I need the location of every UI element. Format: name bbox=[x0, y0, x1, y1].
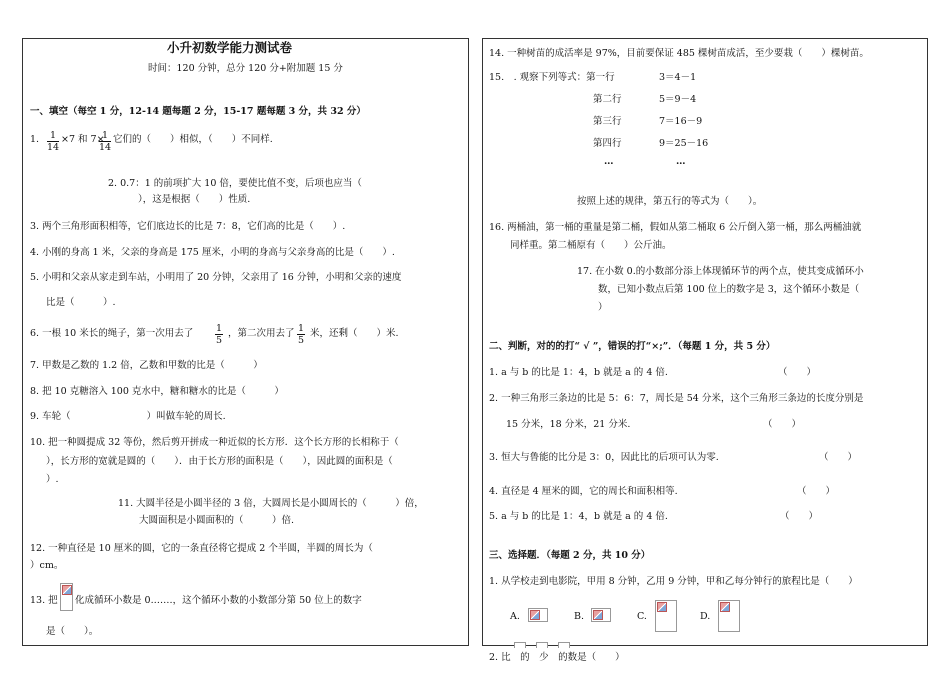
q2-line-1: 2. 0.7：1 的前项扩大 10 倍，要使比值不变，后项也应当（ bbox=[108, 178, 362, 189]
broken-image-icon bbox=[530, 610, 540, 620]
judge-4-text: 4. 直径是 4 厘米的圆，它的周长和面积相等. bbox=[489, 486, 678, 497]
q6-part-a: 6. 一根 10 米长的绳子，第一次用去了 bbox=[30, 328, 194, 339]
q3: 3. 两个三角形面积相等，它们底边长的比是 7：8，它们高的比是（ ）. bbox=[30, 221, 346, 232]
choice-1-option-c-image bbox=[655, 600, 677, 632]
choice-1-option-b-image bbox=[591, 608, 611, 622]
q12-line-1: 12. 一种直径是 10 厘米的圆，它的一条直径将它提成 2 个半圆，半圆的周长为（ bbox=[30, 543, 373, 554]
q15-row-4-label: 第四行 bbox=[593, 138, 622, 149]
q13-line-2: 是（ ）。 bbox=[46, 626, 99, 637]
q14: 14. 一种树苗的成活率是 97%，目前要保证 485 棵树苗成活，至少要栽（ ）棵树苗。 bbox=[489, 48, 869, 59]
q13-part-b: 化成循环小数是 0.……，这个循环小数的小数部分第 50 位上的数字 bbox=[75, 595, 362, 606]
q15-row-1-equation: 3＝4－1 bbox=[659, 72, 697, 83]
q15-ellipsis-right: … bbox=[676, 156, 686, 167]
q6-fraction-2: $\frac{1}{5}$ bbox=[298, 323, 305, 346]
q15-ellipsis-left: … bbox=[604, 156, 614, 167]
q11-line-1: 11. 大圆半径是小圆半径的 3 倍，大圆周长是小圆周长的（ ）倍， bbox=[118, 498, 424, 509]
choice-2-image-3 bbox=[558, 642, 570, 648]
q17-line-3: ） bbox=[598, 302, 608, 313]
q1-rest: 它们的（ ）相似，（ ）不同样. bbox=[113, 134, 273, 145]
choice-1-option-b-label: B. bbox=[574, 611, 585, 622]
q5-line-2: 比是（ ）. bbox=[46, 297, 116, 308]
q1-fraction-1: $\frac{1}{14}$ bbox=[47, 130, 60, 153]
judge-5-answer: （ ） bbox=[780, 511, 819, 522]
q6-part-b: ，第二次用去了 bbox=[228, 328, 295, 339]
q15-row-4-equation: 9＝25－16 bbox=[659, 138, 709, 149]
choice-1-option-d-image bbox=[718, 600, 740, 632]
q1-middle: ×7 和 7× bbox=[61, 134, 105, 145]
q15-row-2-equation: 5＝9－4 bbox=[659, 94, 697, 105]
section-choice-heading: 三、选择题．（每题 2 分，共 10 分） bbox=[489, 550, 651, 561]
judge-3-answer: （ ） bbox=[819, 452, 858, 463]
judge-4-answer: （ ） bbox=[797, 486, 836, 497]
judge-5-text: 5. a 与 b 的比是 1：4，b 就是 a 的 4 倍. bbox=[489, 511, 668, 522]
q15-row-2-label: 第二行 bbox=[593, 94, 622, 105]
choice-2-text: 2. 比 的 少 的数是（ ） bbox=[489, 652, 625, 663]
broken-image-icon bbox=[62, 585, 72, 595]
q17-line-1: 17. 在小数 0.的小数部分添上体现循环节的两个点，使其变成循环小 bbox=[577, 266, 864, 277]
choice-1-text: 1. 从学校走到电影院，甲用 8 分钟，乙用 9 分钟，甲和乙每分钟行的旅程比是（ ） bbox=[489, 576, 858, 587]
broken-image-icon bbox=[593, 610, 603, 620]
choice-1-option-a-image bbox=[528, 608, 548, 622]
q2-line-2: ），这是根据（ ）性质. bbox=[138, 194, 251, 205]
q15-intro: 15. . 观察下列等式：第一行 bbox=[489, 72, 615, 83]
q7: 7. 甲数是乙数的 1.2 倍，乙数和甲数的比是（ ） bbox=[30, 360, 263, 371]
q10-line-3: ）. bbox=[46, 474, 59, 485]
judge-2-answer: （ ） bbox=[763, 419, 802, 430]
judge-1-answer: （ ） bbox=[778, 367, 817, 378]
page-title: 小升初数学能力测试卷 bbox=[167, 40, 293, 55]
q15-row-3-equation: 7＝16－9 bbox=[659, 116, 703, 127]
judge-2-line-1: 2. 一种三角形三条边的比是 5：6：7，周长是 54 分米，这个三角形三条边的长度分别是 bbox=[489, 393, 864, 404]
q17-line-2: 数，已知小数点后第 100 位上的数字是 3，这个循环小数是（ bbox=[598, 284, 860, 295]
choice-1-option-a-label: A. bbox=[510, 611, 520, 622]
q15-row-3-label: 第三行 bbox=[593, 116, 622, 127]
broken-image-icon bbox=[720, 602, 730, 612]
q9: 9. 车轮（ ）叫做车轮的周长. bbox=[30, 411, 226, 422]
q1-fraction-2: $\frac{1}{14}$ bbox=[99, 130, 112, 153]
choice-1-option-d-label: D. bbox=[700, 611, 711, 622]
q10-line-2: ），长方形的宽就是圆的（ ）．由于长方形的面积是（ ），因此圆的面积是（ bbox=[46, 456, 393, 467]
judge-1-text: 1. a 与 b 的比是 1：4，b 就是 a 的 4 倍. bbox=[489, 367, 668, 378]
judge-2-line-2: 15 分米，18 分米，21 分米. bbox=[506, 419, 631, 430]
q5-line-1: 5. 小明和父亲从家走到车站，小明用了 20 分钟，父亲用了 16 分钟，小明和父亲的速度 bbox=[30, 272, 402, 283]
choice-2-image-1 bbox=[514, 642, 526, 648]
choice-1-option-c-label: C. bbox=[637, 611, 647, 622]
broken-image-icon bbox=[657, 602, 667, 612]
q10-line-1: 10. 把一种圆提成 32 等份，然后剪开拼成一种近似的长方形．这个长方形的长相称于（ bbox=[30, 437, 399, 448]
page-subtitle: 时间：120 分钟，总分 120 分+附加题 15 分 bbox=[148, 63, 343, 74]
section-fill-in-heading: 一、填空（每空 1 分，12-14 题每题 2 分，15-17 题每题 3 分，共 32 分） bbox=[30, 106, 366, 117]
q11-line-2: 大圆面积是小圆面积的（ ）倍. bbox=[139, 515, 295, 526]
q6-fraction-1: $\frac{1}{5}$ bbox=[216, 323, 223, 346]
judge-3-text: 3. 恒大与鲁能的比分是 3：0，因此比的后项可认为零. bbox=[489, 452, 719, 463]
q8: 8. 把 10 克糖溶入 100 克水中，糖和糖水的比是（ ） bbox=[30, 386, 284, 397]
q16-line-1: 16. 两桶油，第一桶的重量是第二桶，假如从第二桶取 6 公斤倒入第一桶，那么两桶油就 bbox=[489, 222, 862, 233]
choice-2-image-2 bbox=[536, 642, 548, 648]
q15-question: 按照上述的规律，第五行的等式为（ ）。 bbox=[577, 196, 763, 207]
q4: 4. 小刚的身高 1 米，父亲的身高是 175 厘米，小明的身高与父亲身高的比是（ ）. bbox=[30, 247, 395, 258]
q12-line-2: ）cm。 bbox=[30, 560, 64, 571]
q13-part-a: 13. 把 bbox=[30, 595, 58, 606]
q6-part-c: 米，还剩（ ）米. bbox=[310, 328, 399, 339]
section-judge-heading: 二、判断，对的的打“ √ ”，错误的打“×;”．（每题 1 分，共 5 分） bbox=[489, 341, 776, 352]
q13-fraction-image bbox=[60, 583, 73, 611]
q16-line-2: 同样重。第二桶原有（ ）公斤油。 bbox=[510, 240, 672, 251]
q1-number: 1. bbox=[30, 134, 40, 145]
